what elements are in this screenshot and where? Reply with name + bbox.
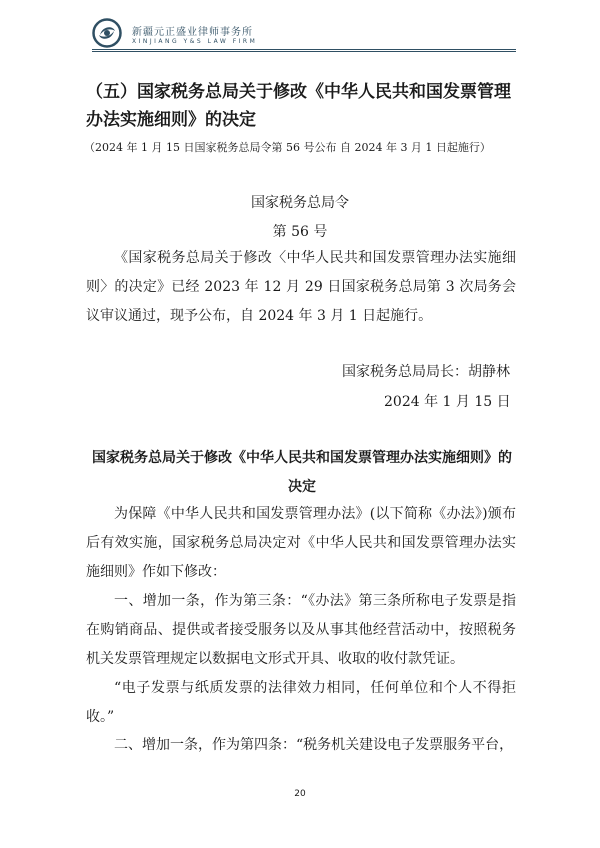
order-body: 《国家税务总局关于修改〈中华人民共和国发票管理办法实施细则〉的决定》已经 2023 年 12 月 29 日国家税务总局第 3 次局务会议审议通过，现予公布，自 2024 年 3 月 1 日起施行。 [86, 250, 516, 324]
section-title: （五）国家税务总局关于修改《中华人民共和国发票管理办法实施细则》的决定 [86, 82, 511, 130]
header-divider [92, 49, 516, 50]
firm-name-en: XINJIANG Y&S LAW FIRM [132, 38, 258, 45]
decision-paragraph-4: 二、增加一条，作为第四条：“税务机关建设电子发票服务平台， [114, 737, 514, 753]
publication-note: （2024 年 1 月 15 日国家税务总局令第 56 号公布 自 2024 年 3 月 1 日起施行） [84, 141, 491, 154]
firm-name-cn: 新疆元正盛业律师事务所 [132, 27, 253, 38]
decision-title: 国家税务总局关于修改《中华人民共和国发票管理办法实施细则》的决定 [92, 450, 512, 495]
decision-paragraph-1: 为保障《中华人民共和国发票管理办法》(以下简称《办法》)颁布后有效实施，国家税务总局决定对《中华人民共和国发票管理办法实施细则》作如下修改： [86, 506, 516, 580]
header-divider-thin [92, 51, 516, 52]
order-date: 2024 年 1 月 15 日 [384, 394, 511, 410]
page-number: 20 [294, 789, 306, 799]
firm-logo-icon [92, 18, 122, 48]
decision-paragraph-2: 一、增加一条，作为第三条：“《办法》第三条所称电子发票是指在购销商品、提供或者接受服务以及从事其他经营活动中，按照税务机关发票管理规定以数据电文形式开具、收取的收付款凭证。 [86, 593, 516, 667]
order-signatory: 国家税务总局局长：胡静林 [342, 364, 510, 380]
order-number: 第 56 号 [272, 224, 328, 240]
order-issuer: 国家税务总局令 [251, 195, 349, 211]
decision-paragraph-3: “电子发票与纸质发票的法律效力相同，任何单位和个人不得拒收。” [86, 680, 516, 725]
